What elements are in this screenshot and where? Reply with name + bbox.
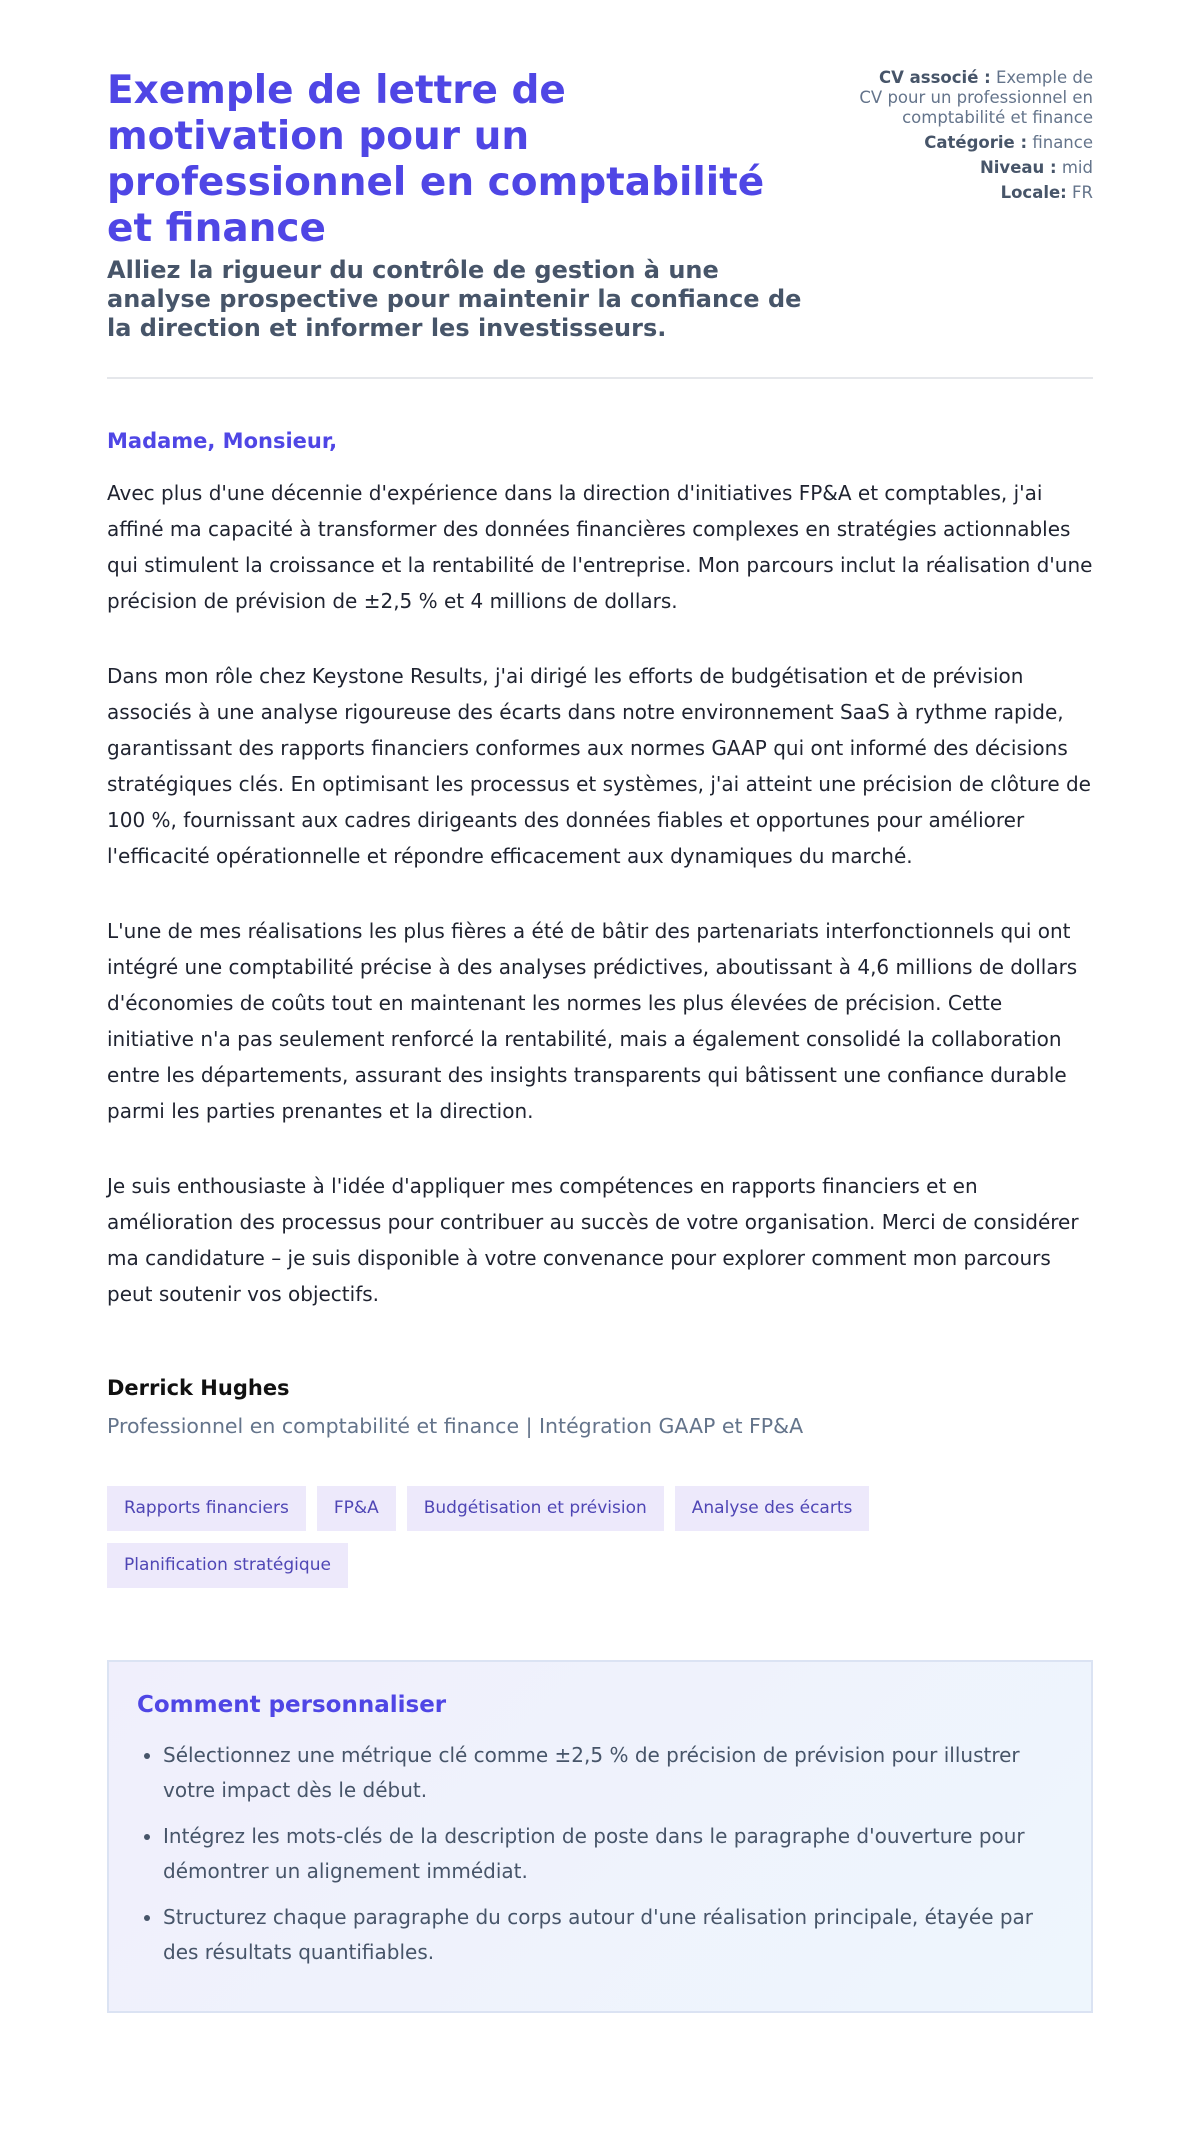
letter-paragraph: Avec plus d'une décennie d'expérience dans la direction d'initiatives FP&A et comptables, j'ai affiné ma capacité à transformer des données financières complexes en stratégies actionnables qui stimulent la croissance et la rentabilité de l'entreprise. Mon parcours inclut la réalisation d'une précision de prévision de ±2,5 % et 4 millions de dollars. <box>107 481 1093 613</box>
meta-locale-label: Locale: <box>1000 183 1067 202</box>
meta-level <box>853 158 1093 178</box>
tag: Rapports financiers <box>107 1486 306 1531</box>
meta-level-value: mid <box>1061 158 1093 177</box>
tag: Budgétisation et prévision <box>407 1486 664 1531</box>
tag: FP&A <box>317 1486 396 1531</box>
meta-locale <box>853 183 1093 203</box>
tips-list <box>137 1738 1063 1970</box>
tips-title: Comment personnaliser <box>137 1692 447 1718</box>
letter-paragraph: L'une de mes réalisations les plus fières a été de bâtir des partenariats interfonctionnels qui ont intégré une comptabilité précise à des analyses prédictives, aboutissant à 4,6 millions de dollars d'économies de coûts tout en maintenant les normes les plus élevées de précision. Cette initiative n'a pas seulement renforcé la rentabilité, mais a également consolidé la collaboration entre les départements, assurant des insights transparents qui bâtissent une confiance durable parmi les parties prenantes et la direction. <box>107 919 1078 1123</box>
page-title: Exemple de lettre de motivation pour un professionnel en comptabilité et finance <box>107 68 765 251</box>
tag: Analyse des écarts <box>675 1486 870 1531</box>
header <box>107 68 1093 343</box>
tag: Planification stratégique <box>107 1543 348 1588</box>
meta-cv <box>853 68 1093 128</box>
signature-name: Derrick Hughes <box>107 1376 290 1400</box>
meta-category <box>853 133 1093 153</box>
page-subtitle: Alliez la rigueur du contrôle de gestion à une analyse prospective pour maintenir la confiance de la direction et informer les investisseurs. <box>107 256 802 342</box>
title-block <box>107 68 807 343</box>
tip-item: • Intégrez les mots-clés de la description de poste dans le paragraphe d'ouverture pour démontrer un alignement immédiat. <box>163 1819 1063 1889</box>
letter-paragraph: Dans mon rôle chez Keystone Results, j'ai dirigé les efforts de budgétisation et de prévision associés à une analyse rigoureuse des écarts dans notre environnement SaaS à rythme rapide, garantissant des rapports financiers conformes aux normes GAAP qui ont informé des décisions stratégiques clés. En optimisant les processus et systèmes, j'ai atteint une précision de clôture de 100 %, fournissant aux cadres dirigeants des données fiables et opportunes pour améliorer l'efficacité opérationnelle et répondre efficacement aux dynamiques du marché. <box>107 664 1091 868</box>
meta-panel <box>853 68 1093 208</box>
meta-cv-value: Exemple de CV pour un professionnel en comptabilité et finance <box>859 68 1093 127</box>
meta-category-value: finance <box>1032 133 1093 152</box>
meta-category-label: Catégorie : <box>924 133 1028 152</box>
meta-locale-value: FR <box>1072 183 1093 202</box>
meta-cv-label: CV associé : <box>879 68 991 87</box>
greeting: Madame, Monsieur, <box>107 429 338 453</box>
letter-paragraph: Je suis enthousiaste à l'idée d'appliquer mes compétences en rapports financiers et en amélioration des processus pour contribuer au succès de votre organisation. Merci de considérer ma candidature – je suis disponible à votre convenance pour explorer comment mon parcours peut soutenir vos objectifs. <box>107 1174 1079 1306</box>
tip-item: • Structurez chaque paragraphe du corps autour d'une réalisation principale, étayée par des résultats quantifiables. <box>163 1900 1063 1970</box>
customization-tips <box>107 1660 1093 2013</box>
divider <box>107 377 1093 379</box>
meta-level-label: Niveau : <box>979 158 1057 177</box>
signature-role: Professionnel en comptabilité et finance | Intégration GAAP et FP&A <box>107 1414 804 1438</box>
tip-item: • Sélectionnez une métrique clé comme ±2,5 % de précision de prévision pour illustrer votre impact dès le début. <box>163 1738 1063 1808</box>
tag-list <box>107 1486 907 1588</box>
